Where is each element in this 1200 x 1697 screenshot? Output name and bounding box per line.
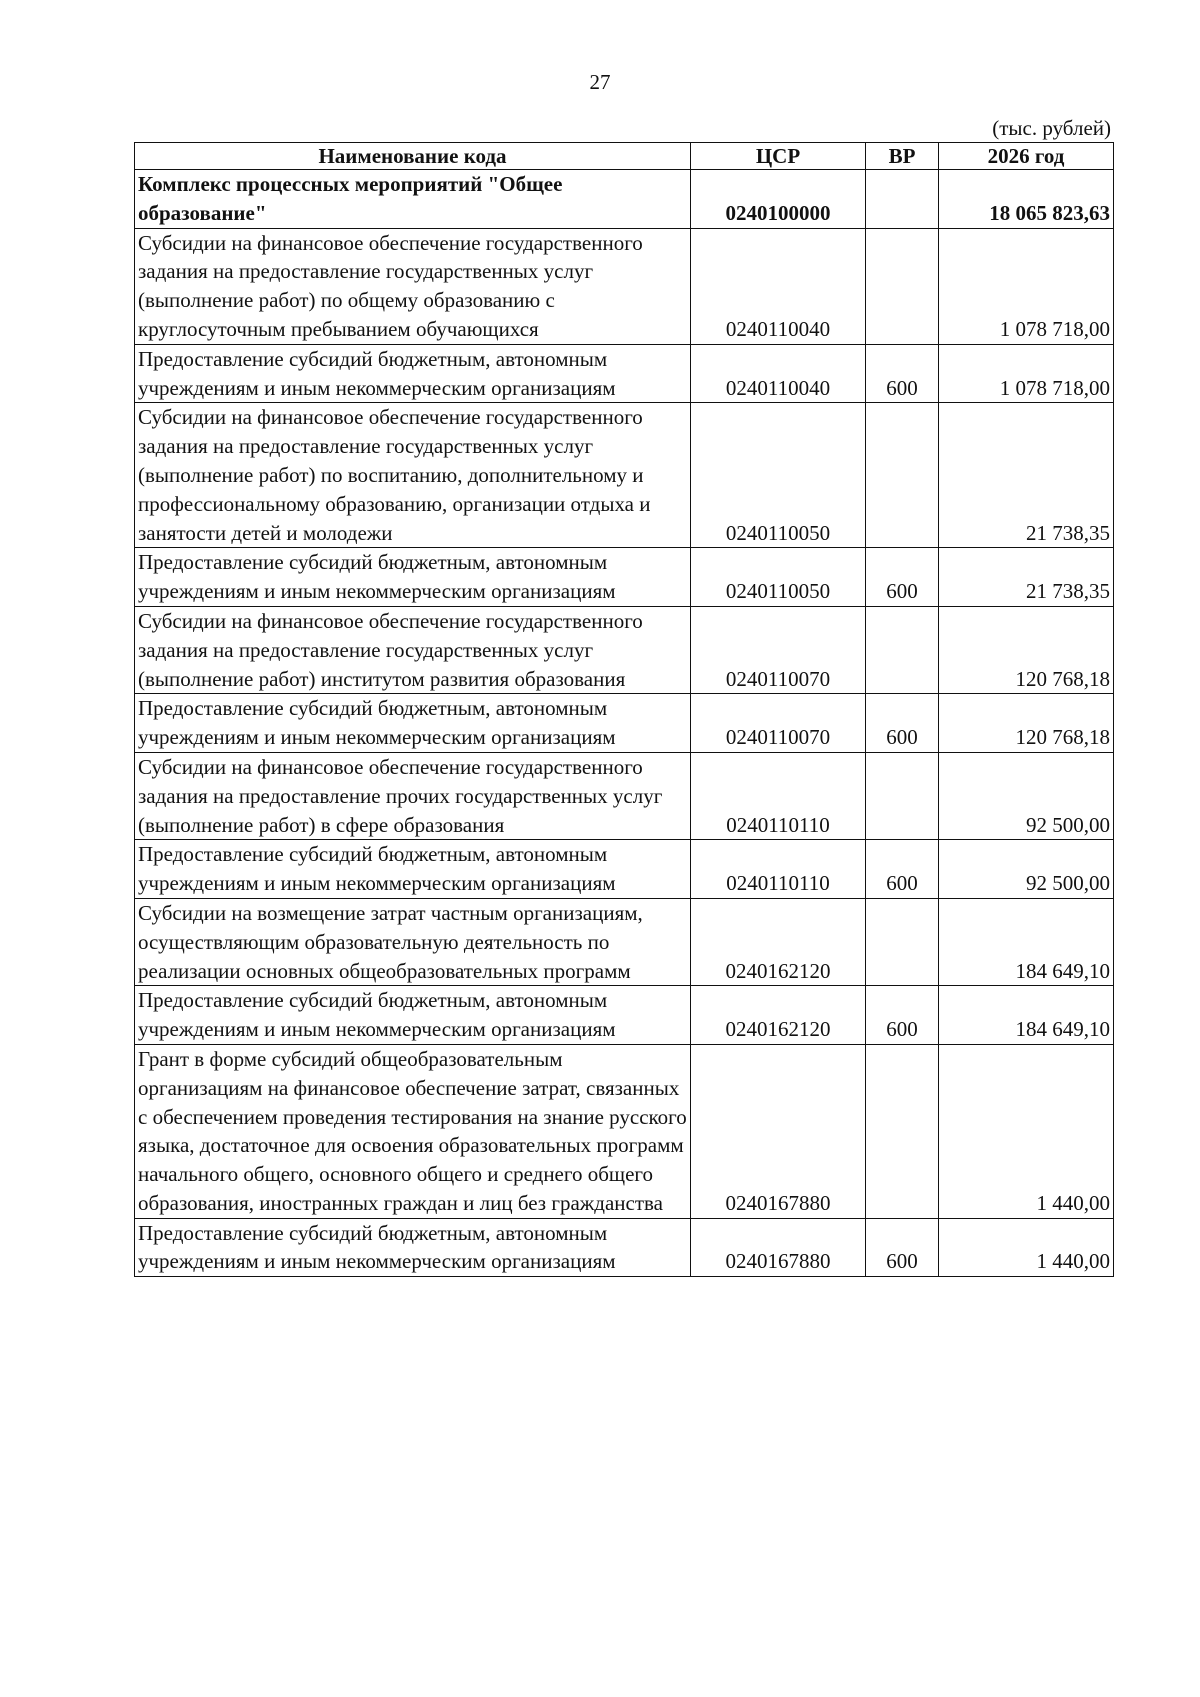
row-vr: 600 bbox=[866, 344, 939, 403]
table-row bbox=[135, 840, 1114, 899]
row-vr: 600 bbox=[866, 986, 939, 1045]
row-amount: 21 738,35 bbox=[939, 548, 1114, 607]
row-vr: 600 bbox=[866, 548, 939, 607]
row-csr: 0240110050 bbox=[691, 403, 866, 548]
row-csr: 0240110070 bbox=[691, 694, 866, 753]
table-row bbox=[135, 1044, 1114, 1218]
row-csr: 0240110070 bbox=[691, 606, 866, 693]
table-row bbox=[135, 344, 1114, 403]
table-row bbox=[135, 986, 1114, 1045]
row-csr: 0240162120 bbox=[691, 986, 866, 1045]
table-row bbox=[135, 694, 1114, 753]
table-header-row bbox=[135, 143, 1114, 170]
row-name: Предоставление субсидий бюджетным, автономным учреждениям и иным некоммерческим организациям bbox=[135, 986, 691, 1045]
row-name: Предоставление субсидий бюджетным, автономным учреждениям и иным некоммерческим организациям bbox=[135, 840, 691, 899]
row-name: Субсидии на возмещение затрат частным организациям, осуществляющим образовательную деятельность по реализации основных общеобразовательных программ bbox=[135, 898, 691, 985]
page-number: 27 bbox=[589, 70, 611, 94]
row-vr bbox=[866, 752, 939, 839]
row-amount: 1 440,00 bbox=[939, 1044, 1114, 1218]
row-amount: 120 768,18 bbox=[939, 694, 1114, 753]
row-vr bbox=[866, 606, 939, 693]
row-name: Субсидии на финансовое обеспечение государственного задания на предоставление государственных услуг (выполнение работ) по воспитанию, дополнительному и профессиональному образованию, организации отдыха и занятости детей и молодежи bbox=[135, 403, 691, 548]
row-vr bbox=[866, 228, 939, 344]
table-row bbox=[135, 228, 1114, 344]
row-vr bbox=[866, 403, 939, 548]
row-vr bbox=[866, 898, 939, 985]
row-csr: 0240110110 bbox=[691, 752, 866, 839]
row-csr: 0240110110 bbox=[691, 840, 866, 899]
row-vr bbox=[866, 1044, 939, 1218]
row-name: Предоставление субсидий бюджетным, автономным учреждениям и иным некоммерческим организациям bbox=[135, 548, 691, 607]
table-row bbox=[135, 1218, 1114, 1277]
row-vr: 600 bbox=[866, 840, 939, 899]
row-amount: 92 500,00 bbox=[939, 752, 1114, 839]
header-amount: 2026 год bbox=[939, 143, 1114, 170]
row-name: Предоставление субсидий бюджетным, автономным учреждениям и иным некоммерческим организациям bbox=[135, 1218, 691, 1277]
row-csr: 0240167880 bbox=[691, 1218, 866, 1277]
row-amount: 1 078 718,00 bbox=[939, 344, 1114, 403]
units-label: (тыс. рублей) bbox=[992, 116, 1111, 140]
row-vr bbox=[866, 170, 939, 229]
table-row bbox=[135, 403, 1114, 548]
row-csr: 0240100000 bbox=[691, 170, 866, 229]
row-name: Субсидии на финансовое обеспечение государственного задания на предоставление государственных услуг (выполнение работ) по общему образованию с круглосуточным пребыванием обучающихся bbox=[135, 228, 691, 344]
table-row bbox=[135, 752, 1114, 839]
row-name: Комплекс процессных мероприятий "Общее образование" bbox=[135, 170, 691, 229]
row-csr: 0240110040 bbox=[691, 228, 866, 344]
row-name: Предоставление субсидий бюджетным, автономным учреждениям и иным некоммерческим организациям bbox=[135, 344, 691, 403]
table-row bbox=[135, 898, 1114, 985]
row-csr: 0240110040 bbox=[691, 344, 866, 403]
row-name: Субсидии на финансовое обеспечение государственного задания на предоставление прочих государственных услуг (выполнение работ) в сфере образования bbox=[135, 752, 691, 839]
row-csr: 0240167880 bbox=[691, 1044, 866, 1218]
table-row bbox=[135, 606, 1114, 693]
row-amount: 184 649,10 bbox=[939, 898, 1114, 985]
header-name: Наименование кода bbox=[135, 143, 691, 170]
table-row bbox=[135, 170, 1114, 229]
row-amount: 1 440,00 bbox=[939, 1218, 1114, 1277]
row-name: Грант в форме субсидий общеобразовательным организациям на финансовое обеспечение затрат, связанных с обеспечением проведения тестирования на знание русского языка, достаточное для освоения образовательных программ начального общего, основного общего и среднего общего образования, иностранных граждан и лиц без гражданства bbox=[135, 1044, 691, 1218]
header-vr: ВР bbox=[866, 143, 939, 170]
row-csr: 0240162120 bbox=[691, 898, 866, 985]
budget-table bbox=[134, 142, 1114, 1277]
row-amount: 92 500,00 bbox=[939, 840, 1114, 899]
header-csr: ЦСР bbox=[691, 143, 866, 170]
row-name: Субсидии на финансовое обеспечение государственного задания на предоставление государственных услуг (выполнение работ) институтом развития образования bbox=[135, 606, 691, 693]
row-amount: 1 078 718,00 bbox=[939, 228, 1114, 344]
table-row bbox=[135, 548, 1114, 607]
row-amount: 120 768,18 bbox=[939, 606, 1114, 693]
row-vr: 600 bbox=[866, 1218, 939, 1277]
row-csr: 0240110050 bbox=[691, 548, 866, 607]
row-amount: 184 649,10 bbox=[939, 986, 1114, 1045]
row-amount: 18 065 823,63 bbox=[939, 170, 1114, 229]
row-name: Предоставление субсидий бюджетным, автономным учреждениям и иным некоммерческим организациям bbox=[135, 694, 691, 753]
row-amount: 21 738,35 bbox=[939, 403, 1114, 548]
row-vr: 600 bbox=[866, 694, 939, 753]
